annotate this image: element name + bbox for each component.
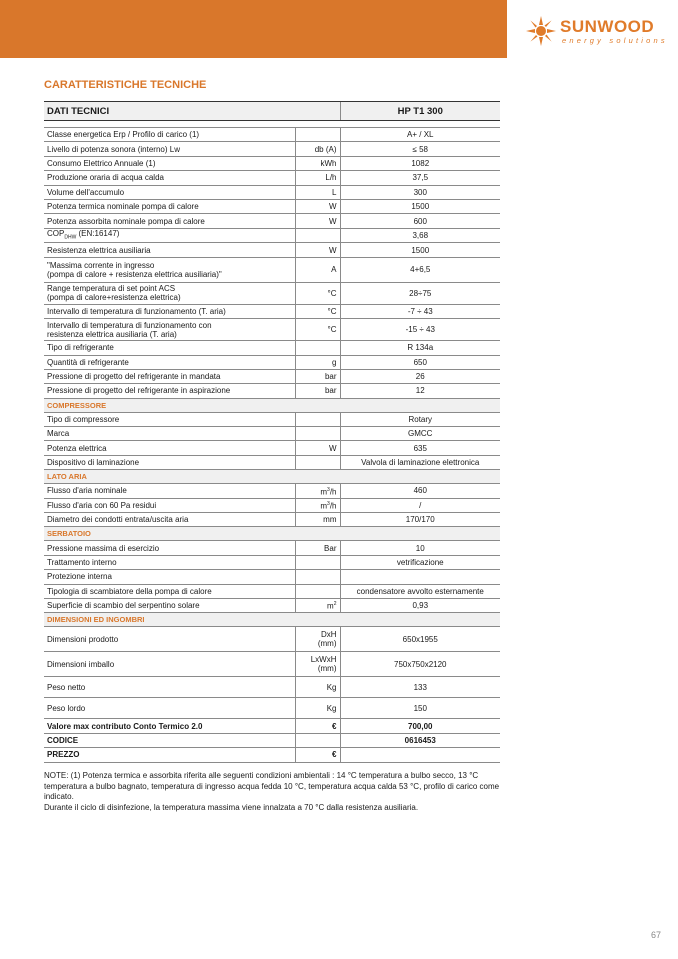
row-unit-cell: [295, 733, 340, 747]
row-label-cell: [44, 598, 295, 612]
table-row: [44, 257, 500, 282]
section-row: [44, 398, 500, 412]
row-unit: W: [328, 216, 337, 226]
row-label: Intervallo di temperatura di funzionamento (T. aria): [47, 306, 226, 316]
row-label: Peso lordo: [47, 703, 86, 713]
row-label-cell: [44, 257, 295, 282]
row-unit: Bar: [324, 543, 337, 553]
row-unit-cell: [295, 142, 340, 156]
row-label-cell: [44, 719, 295, 733]
row-label-cell: [44, 355, 295, 369]
row-label-cell: [44, 698, 295, 719]
row-label: CODICE: [47, 735, 79, 745]
row-label-cell: [44, 185, 295, 199]
table-row: [44, 627, 500, 652]
row-label-cell: [44, 142, 295, 156]
row-value: 635: [340, 441, 500, 455]
row-unit: bar: [324, 386, 337, 396]
table-row: [44, 369, 500, 383]
row-value: A+ / XL: [340, 128, 500, 142]
row-value: 700,00: [340, 719, 500, 733]
row-value: 37,5: [340, 171, 500, 185]
row-label: Tipologia di scambiatore della pompa di calore: [47, 586, 212, 596]
row-value: GMCC: [340, 427, 500, 441]
row-value: -7 ÷ 43: [340, 304, 500, 318]
row-value: vetrificazione: [340, 555, 500, 569]
table-row: [44, 355, 500, 369]
table-header-model: HP T1 300: [340, 102, 500, 121]
row-unit-cell: [295, 627, 340, 652]
row-unit-cell: [295, 243, 340, 257]
table-row: [44, 341, 500, 355]
table-row: [44, 199, 500, 213]
row-label: Livello di potenza sonora (interno) Lw: [47, 144, 180, 154]
row-label: Pressione di progetto del refrigerante in aspirazione: [47, 386, 231, 396]
row-value: Valvola di laminazione elettronica: [340, 455, 500, 469]
row-unit: W: [328, 245, 337, 255]
table-row: [44, 228, 500, 243]
sun-logo-icon: [524, 14, 558, 48]
row-unit-line2: (mm): [317, 664, 337, 674]
row-label: Resistenza elettrica ausiliaria: [47, 245, 151, 255]
row-label: Potenza termica nominale pompa di calore: [47, 202, 199, 212]
row-label-cell: [44, 498, 295, 512]
row-unit: €: [332, 750, 337, 760]
row-value: 150: [340, 698, 500, 719]
row-label: Classe energetica Erp / Profilo di carico (1): [47, 130, 200, 140]
row-value: 0616453: [340, 733, 500, 747]
table-row: [44, 584, 500, 598]
row-unit: bar: [324, 372, 337, 382]
row-unit-cell: [295, 441, 340, 455]
row-unit-cell: [295, 698, 340, 719]
row-label: Produzione oraria di acqua calda: [47, 173, 164, 183]
table-row: [44, 282, 500, 304]
row-unit-cell: [295, 598, 340, 612]
table-row: [44, 412, 500, 426]
row-unit: °C: [327, 306, 337, 316]
row-label-cell: [44, 733, 295, 747]
logo-tagline: energy solutions: [562, 36, 668, 45]
row-unit: mm: [323, 515, 337, 525]
row-label-line2: (pompa di calore + resistenza elettrica ausiliaria)": [47, 269, 222, 279]
row-label: "Massima corrente in ingresso: [47, 260, 155, 270]
section-label: LATO ARIA: [44, 470, 500, 484]
row-label: Range temperatura di set point ACS: [47, 284, 176, 294]
row-label-cell: [44, 171, 295, 185]
row-label-cell: [44, 652, 295, 677]
section-label: COMPRESSORE: [44, 398, 500, 412]
row-unit-cell: [295, 570, 340, 584]
row-unit-cell: [295, 355, 340, 369]
row-label: Flusso d'aria nominale: [47, 486, 127, 496]
table-row: [44, 719, 500, 733]
row-unit-line2: (mm): [317, 639, 337, 649]
row-label: Protezione interna: [47, 572, 112, 582]
row-label: Dispositivo di laminazione: [47, 458, 140, 468]
row-unit: m: [320, 487, 328, 497]
row-label-cell: [44, 369, 295, 383]
table-row: [44, 733, 500, 747]
row-unit-cell: [295, 228, 340, 243]
row-unit-cell: [295, 156, 340, 170]
row-label-sub: DHW: [64, 234, 77, 241]
row-value: 460: [340, 484, 500, 498]
table-row: [44, 441, 500, 455]
row-label: Potenza assorbita nominale pompa di calore: [47, 216, 205, 226]
table-row: [44, 427, 500, 441]
row-label: Marca: [47, 429, 70, 439]
row-value: [340, 748, 500, 762]
row-value: 3,68: [340, 228, 500, 243]
row-unit-cell: [295, 513, 340, 527]
section-label: DIMENSIONI ED INGOMBRI: [44, 613, 500, 627]
row-unit: Kg: [326, 703, 337, 713]
row-unit-cell: [295, 319, 340, 341]
row-value: 600: [340, 214, 500, 228]
row-value: 1500: [340, 243, 500, 257]
row-label: Flusso d'aria con 60 Pa residui: [47, 500, 157, 510]
row-unit-cell: [295, 128, 340, 142]
row-unit-cell: [295, 584, 340, 598]
row-label-cell: [44, 304, 295, 318]
row-unit-cell: [295, 427, 340, 441]
row-unit-cell: [295, 455, 340, 469]
row-unit: W: [328, 443, 337, 453]
row-label-cell: [44, 243, 295, 257]
row-value: Rotary: [340, 412, 500, 426]
row-value: 0,93: [340, 598, 500, 612]
row-label-cell: [44, 214, 295, 228]
table-gap-row: [44, 121, 500, 128]
row-label-cell: [44, 156, 295, 170]
row-label-cell: [44, 412, 295, 426]
row-label: Tipo di refrigerante: [47, 343, 114, 353]
row-unit-cell: [295, 282, 340, 304]
row-label-cell: [44, 541, 295, 555]
row-value: 26: [340, 369, 500, 383]
row-unit: Kg: [326, 682, 337, 692]
row-unit-cell: [295, 171, 340, 185]
section-title: CARATTERISTICHE TECNICHE: [44, 79, 207, 91]
row-label-cell: [44, 748, 295, 762]
row-label: Potenza elettrica: [47, 443, 107, 453]
table-row: [44, 748, 500, 762]
row-value: 650x1955: [340, 627, 500, 652]
row-unit-sup: 2: [333, 601, 337, 608]
row-value: -15 ÷ 43: [340, 319, 500, 341]
row-unit-cell: [295, 677, 340, 698]
table-row: [44, 156, 500, 170]
row-label-cell: [44, 455, 295, 469]
row-label: Dimensioni prodotto: [47, 634, 119, 644]
row-value: 750x750x2120: [340, 652, 500, 677]
row-value: [340, 570, 500, 584]
logo-name: SUNWOOD: [560, 17, 655, 36]
row-unit-cell: [295, 369, 340, 383]
table-row: [44, 304, 500, 318]
row-unit-cell: [295, 304, 340, 318]
row-label-cell: [44, 427, 295, 441]
row-unit-suffix: /h: [329, 501, 337, 511]
header-banner: [0, 0, 507, 58]
table-header-row: [44, 102, 500, 121]
row-label-cell: [44, 513, 295, 527]
row-unit: LxWxH: [310, 655, 337, 665]
row-label-cell: [44, 384, 295, 398]
row-unit-suffix: /h: [329, 487, 337, 497]
section-label: SERBATOIO: [44, 527, 500, 541]
row-label-cell: [44, 228, 295, 243]
row-label: Dimensioni imballo: [47, 659, 115, 669]
section-row: [44, 527, 500, 541]
row-unit: °C: [327, 288, 337, 298]
row-value: 133: [340, 677, 500, 698]
table-row: [44, 498, 500, 512]
row-unit-cell: [295, 498, 340, 512]
row-unit-cell: [295, 257, 340, 282]
row-unit: €: [332, 721, 337, 731]
row-unit: °C: [327, 325, 337, 335]
table-row: [44, 555, 500, 569]
row-label: Valore max contributo Conto Termico 2.0: [47, 721, 203, 731]
row-label: Intervallo di temperatura di funzionamento con: [47, 320, 212, 330]
table-header-unit: [295, 102, 340, 121]
row-value: /: [340, 498, 500, 512]
row-label-cell: [44, 282, 295, 304]
row-unit-sup: 3: [327, 500, 330, 507]
row-unit: m: [327, 601, 334, 611]
row-unit-cell: [295, 719, 340, 733]
row-label-cell: [44, 341, 295, 355]
row-label: Volume dell'accumulo: [47, 187, 125, 197]
row-value: 12: [340, 384, 500, 398]
table-row: [44, 598, 500, 612]
row-label-line2: resistenza elettrica ausiliaria (T. aria): [47, 329, 177, 339]
row-unit: db (A): [314, 144, 337, 154]
row-value: 170/170: [340, 513, 500, 527]
row-unit-cell: [295, 341, 340, 355]
row-value: 4+6,5: [340, 257, 500, 282]
row-unit-cell: [295, 748, 340, 762]
table-row: [44, 128, 500, 142]
row-label: Pressione di progetto del refrigerante in mandata: [47, 372, 221, 382]
row-label-cell: [44, 319, 295, 341]
row-value: 1082: [340, 156, 500, 170]
table-row: [44, 484, 500, 498]
table-header-label: DATI TECNICI: [44, 102, 295, 121]
notes: [44, 771, 504, 813]
page-number: 67: [650, 930, 661, 940]
row-value: 300: [340, 185, 500, 199]
note-line-2: Durante il ciclo di disinfezione, la temperatura massima viene innalzata a 70 °C dalla resistenza ausiliaria.: [44, 802, 419, 812]
row-unit-cell: [295, 185, 340, 199]
table-row: [44, 142, 500, 156]
row-label-cell: [44, 627, 295, 652]
row-value: 1500: [340, 199, 500, 213]
row-label-cell: [44, 128, 295, 142]
row-label: Diametro dei condotti entrata/uscita aria: [47, 515, 189, 525]
row-label: Quantità di refrigerante: [47, 357, 129, 367]
row-unit: L: [332, 187, 337, 197]
row-unit: DxH: [320, 630, 337, 640]
row-label: Tipo di compressore: [47, 414, 120, 424]
table-row: [44, 677, 500, 698]
row-label: Trattamento interno: [47, 557, 117, 567]
row-label-cell: [44, 677, 295, 698]
spec-table: [44, 101, 500, 763]
section-row: [44, 613, 500, 627]
row-value: 10: [340, 541, 500, 555]
row-unit-cell: [295, 214, 340, 228]
row-unit-cell: [295, 484, 340, 498]
table-row: [44, 698, 500, 719]
row-unit: g: [332, 357, 337, 367]
table-row: [44, 652, 500, 677]
note-line-1: NOTE: (1) Potenza termica e assorbita riferita alle seguenti condizioni ambientali : 14 °C temperatura a bulbo secco, 13 °C temperatura a bulbo bagnato, temperatura di ingresso acqua fedda 10 °C, temperatura acqua calda 53 °C, profilo di carico come indicato.: [44, 771, 500, 801]
table-row: [44, 384, 500, 398]
row-value: 28÷75: [340, 282, 500, 304]
row-value: R 134a: [340, 341, 500, 355]
row-label: Superficie di scambio del serpentino solare: [47, 601, 200, 611]
table-row: [44, 243, 500, 257]
section-row: [44, 470, 500, 484]
row-unit-cell: [295, 412, 340, 426]
row-label-cell: [44, 441, 295, 455]
table-row: [44, 513, 500, 527]
row-unit: L/h: [325, 173, 337, 183]
row-unit: kWh: [320, 158, 337, 168]
row-label: PREZZO: [47, 750, 80, 760]
row-value: ≤ 58: [340, 142, 500, 156]
row-unit-cell: [295, 555, 340, 569]
row-label-cell: [44, 584, 295, 598]
row-label-cell: [44, 570, 295, 584]
row-unit-cell: [295, 652, 340, 677]
row-label-cell: [44, 555, 295, 569]
row-unit-cell: [295, 384, 340, 398]
table-row: [44, 185, 500, 199]
table-row: [44, 214, 500, 228]
row-label-line2: (pompa di calore+resistenza elettrica): [47, 293, 181, 303]
row-unit: m: [320, 501, 328, 511]
table-row: [44, 541, 500, 555]
row-unit-sup: 3: [327, 486, 330, 493]
row-label-cell: [44, 199, 295, 213]
brand-logo: [524, 14, 674, 50]
row-value: condensatore avvolto esternamente: [340, 584, 500, 598]
row-label: Pressione massima di esercizio: [47, 543, 160, 553]
row-unit: W: [328, 202, 337, 212]
row-label-suffix: (EN:16147): [76, 228, 120, 238]
table-row: [44, 570, 500, 584]
row-unit-cell: [295, 199, 340, 213]
row-label: Consumo Elettrico Annuale (1): [47, 158, 156, 168]
row-label: COP: [47, 228, 65, 238]
row-value: 650: [340, 355, 500, 369]
table-row: [44, 455, 500, 469]
table-row: [44, 171, 500, 185]
row-unit: A: [331, 265, 337, 275]
row-label-cell: [44, 484, 295, 498]
table-row: [44, 319, 500, 341]
row-label: Peso netto: [47, 682, 86, 692]
row-unit-cell: [295, 541, 340, 555]
